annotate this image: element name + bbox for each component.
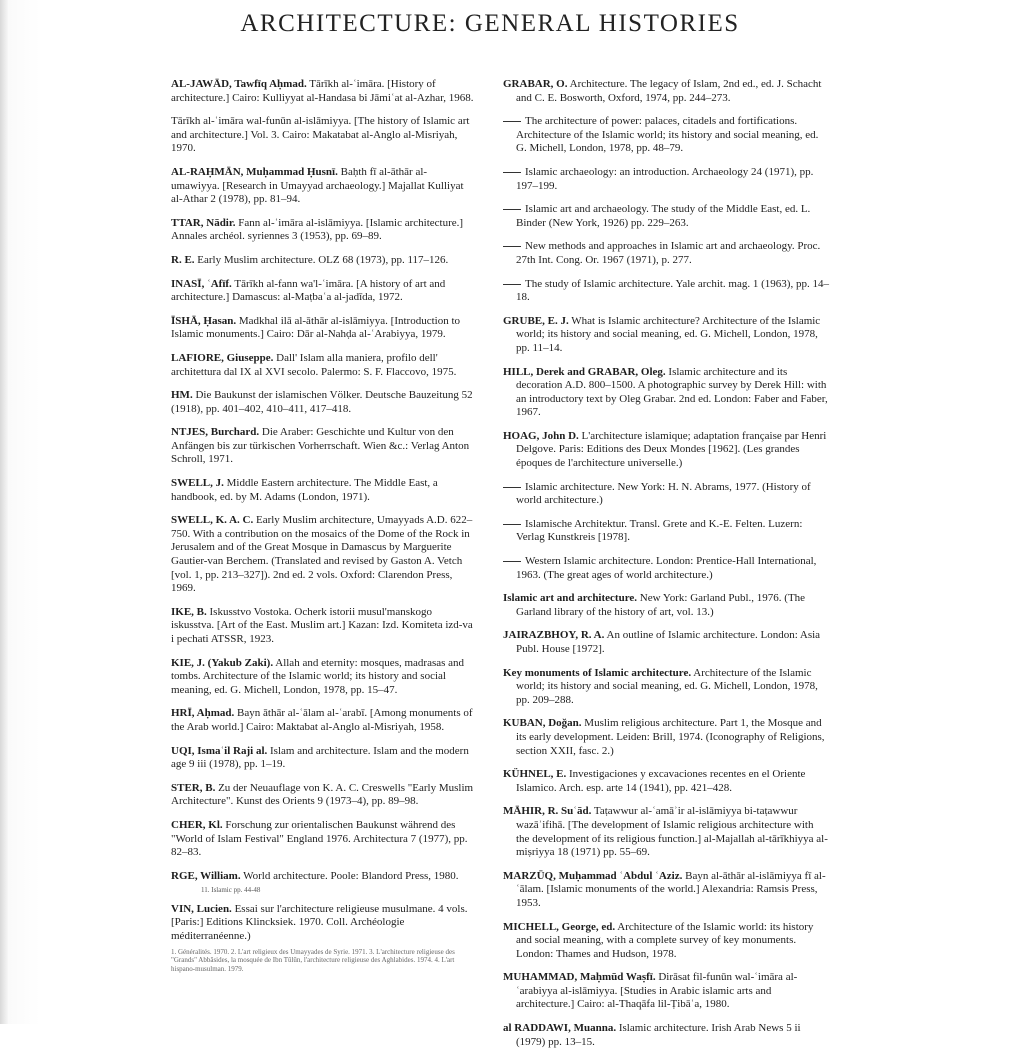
entry-author: RGE, William. bbox=[171, 869, 241, 882]
bibliography-entry bbox=[171, 426, 474, 467]
bibliography-entry bbox=[171, 389, 474, 416]
repeat-author-dash bbox=[503, 121, 521, 122]
bibliography-entry bbox=[171, 707, 474, 734]
bibliography-entry bbox=[171, 745, 474, 772]
entry-author: HRĪ, Aḥmad. bbox=[171, 707, 235, 720]
entry-author: LAFIORE, Giuseppe. bbox=[171, 351, 274, 364]
left-column bbox=[171, 78, 474, 980]
entry-author: MARZŪQ, Muḥammad ʿAbdul ʿAziz. bbox=[503, 869, 683, 882]
entry-author: UQI, Ismaʿil Raji al. bbox=[171, 744, 268, 757]
repeat-author-dash bbox=[503, 209, 521, 210]
entry-author: Islamic art and architecture. bbox=[503, 592, 638, 605]
right-column bbox=[503, 78, 829, 1059]
bibliography-entry bbox=[503, 971, 829, 1012]
repeat-author-dash bbox=[503, 524, 521, 525]
entry-text: Die Araber: Geschichte und Kultur von den Anfängen bis zur türkischen Vorherrschaft. Wien &c.: Verlag Anton Schroll, 1971. bbox=[171, 426, 470, 466]
bibliography-entry bbox=[171, 477, 474, 504]
entry-text: What is Islamic architecture? Architecture of the Islamic world; its history and social meaning, ed. G. Michell, London, 1978, pp. 11–14. bbox=[516, 314, 821, 354]
bibliography-entry bbox=[503, 518, 829, 545]
entry-author: SWELL, J. bbox=[171, 477, 224, 490]
bibliography-entry bbox=[171, 657, 474, 698]
entry-text: World architecture. Poole: Blandord Press, 1980. bbox=[243, 869, 459, 882]
bibliography-entry bbox=[171, 278, 474, 305]
entry-author: INASĪ, ʿAfīf. bbox=[171, 277, 232, 290]
repeat-author-dash bbox=[503, 172, 521, 173]
bibliography-entry bbox=[503, 166, 829, 193]
entry-text: Western Islamic architecture. London: Prentice-Hall International, 1963. (The great ages of world architecture.) bbox=[516, 555, 817, 581]
entry-text: Islamic architecture and its decoration A.D. 800–1500. A photographic survey by Derek Hill: with an introductory text by Oleg Grabar. 2nd ed. London: Faber and Faber, 1967. bbox=[516, 365, 828, 419]
entry-text: Dirāsat fil-funūn wal-ʿimāra al-ʿarabiyya al-islāmiyya. [Studies in Arabic islamic arts and architecture.] Cairo: al-Thaqāfa lil-Ṭibāʿa, 1980. bbox=[516, 971, 798, 1011]
entry-author: VIN, Lucien. bbox=[171, 902, 232, 915]
entry-note: 11. Islamic pp. 44-48 bbox=[201, 886, 261, 895]
repeat-author-dash bbox=[503, 561, 521, 562]
entry-text: Tārīkh al-ʿimāra wal-funūn al-islāmiyya. [The history of Islamic art and architecture.] Vol. 3. Cairo: Makatabat al-Anglo al-Misriyah, 1970. bbox=[171, 115, 470, 155]
page-gutter bbox=[0, 0, 8, 1024]
entry-author: MUHAMMAD, Maḥmūd Waṣfī. bbox=[503, 971, 656, 984]
bibliography-entry bbox=[171, 166, 474, 207]
entry-text: Muslim religious architecture. Part 1, the Mosque and its early development. Leiden: Brill, 1974. (Iconography of Religions, section XXII, fasc. 2.) bbox=[516, 717, 825, 757]
entry-text: Early Muslim architecture. OLZ 68 (1973), pp. 117–126. bbox=[197, 253, 449, 266]
entry-author: CHER, Kl. bbox=[171, 818, 223, 831]
entry-text: Taṭawwur al-ʿamāʾir al-islāmiyya bi-taṭawwur wazāʾifihā. [The development of Islamic religious architecture with the development of its religious function.] al-Majallah al-tārīkhiyya al-miṣriyya 18 (1971) pp. 55–69. bbox=[516, 805, 828, 859]
bibliography-entry bbox=[503, 805, 829, 859]
entry-text: The architecture of power: palaces, citadels and fortifications. Architecture of the Islamic world; its history and social meaning, ed. G. Michell, London, 1978, pp. 48–79. bbox=[516, 115, 819, 155]
entry-text: New York: Garland Publ., 1976. (The Garland library of the history of art, vol. 13.) bbox=[516, 592, 806, 618]
entry-author: AL-RAḤMĀN, Muḥammad Ḥusnī. bbox=[171, 165, 338, 178]
entry-author: KIE, J. (Yakub Zaki). bbox=[171, 656, 274, 669]
entry-text: Islamic archaeology: an introduction. Archaeology 24 (1971), pp. 197–199. bbox=[516, 165, 814, 192]
entry-text: Architecture of the Islamic world: its history and social meaning, with a complete survey of key monuments. London: Thames and Hudson, 1978. bbox=[516, 920, 814, 960]
bibliography-entry bbox=[171, 254, 474, 268]
entry-author: KÜHNEL, E. bbox=[503, 768, 567, 781]
entry-author: KUBAN, Doğan. bbox=[503, 717, 582, 730]
bibliography-entry bbox=[503, 115, 829, 156]
bibliography-entry bbox=[503, 366, 829, 420]
repeat-author-dash bbox=[503, 246, 521, 247]
entry-author: GRABAR, O. bbox=[503, 78, 568, 90]
entry-text: Fann al-ʿimāra al-islāmiyya. [Islamic architecture.] Annales archéol. syriennes 3 (1953), pp. 69–89. bbox=[171, 216, 464, 243]
entry-text: The study of Islamic architecture. Yale archit. mag. 1 (1963), pp. 14–18. bbox=[516, 277, 829, 304]
entry-author: MĀHIR, R. Suʿād. bbox=[503, 805, 592, 818]
entry-text: Islamic architecture. Irish Arab News 5 ii (1979) pp. 13–15. bbox=[516, 1022, 801, 1048]
entry-author: TTAR, Nādir. bbox=[171, 216, 236, 229]
entry-text: L'architecture islamique; adaptation française par Henri Delgove. Paris: Editions des Deux Mondes [1962]. (Les grandes époques de l'architecture universelle.) bbox=[516, 429, 827, 470]
bibliography-entry bbox=[171, 514, 474, 596]
entry-text: Islamische Architektur. Transl. Grete and K.-E. Felten. Luzern: Verlag Kunstkreis [1978]. bbox=[516, 517, 803, 544]
bibliography-entry bbox=[503, 278, 829, 305]
bibliography-entry bbox=[503, 315, 829, 356]
bibliography-entry bbox=[171, 870, 474, 884]
entry-text: Investigaciones y excavaciones recentes en el Oriente Islamico. Arch. esp. arte 14 (1941), pp. 421–428. bbox=[516, 768, 806, 794]
entry-author: NTJES, Burchard. bbox=[171, 426, 260, 439]
page-title: ARCHITECTURE: GENERAL HISTORIES bbox=[240, 10, 740, 37]
bibliography-entry bbox=[503, 667, 829, 708]
entry-author: AL-JAWĀD, Tawfīq Aḥmad. bbox=[171, 78, 307, 90]
entry-text: Bayn āthār al-ʿālam al-ʿarabī. [Among monuments of the Arab world.] Cairo: Maktabat al-Anglo al-Misriyah, 1958. bbox=[171, 707, 473, 733]
entry-author: SWELL, K. A. C. bbox=[171, 514, 254, 527]
entry-author: HM. bbox=[171, 389, 193, 402]
bibliography-entry bbox=[503, 717, 829, 758]
entry-author: ĪSHĀ, Ḥasan. bbox=[171, 314, 237, 327]
bibliography-entry bbox=[503, 629, 829, 656]
bibliography-entry bbox=[171, 352, 474, 379]
entry-text: Essai sur l'architecture religieuse musulmane. 4 vols. [Paris:] Editions Klincksiek. 1970. Coll. Archéologie méditerranéenne.) bbox=[171, 902, 468, 942]
bibliography-entry bbox=[503, 555, 829, 582]
bibliography-entry bbox=[503, 592, 829, 619]
entry-text: Baḥth fī al-āthār al-umawiyya. [Research in Umayyad archaeology.] Majallat Kulliyat al-Athar 2 (1978), pp. 81–94. bbox=[171, 165, 464, 206]
entry-text: Tārīkh al-ʿimāra. [History of architecture.] Cairo: Kulliyyat al-Handasa bi Jāmiʿat al-Azhar, 1968. bbox=[171, 78, 474, 104]
bibliography-entry bbox=[503, 1022, 829, 1049]
entry-text: Allah and eternity: mosques, madrasas and tombs. Architecture of the Islamic world; its history and social meaning, ed. G. Michell, London, 1978, pp. 15–47. bbox=[171, 656, 465, 696]
bibliography-entry bbox=[171, 78, 474, 105]
bibliography-entry bbox=[503, 481, 829, 508]
entry-text: Dall' Islam alla maniera, profilo dell' architettura dal IX al XVI secolo. Palermo: S. F. Flaccovo, 1975. bbox=[171, 351, 457, 378]
bibliography-entry bbox=[503, 921, 829, 962]
entry-text: Bayn al-āthār al-islāmiyya fī al-ʿālam. [Islamic monuments of the world.] Alexandria: Ramsis Press, 1953. bbox=[516, 869, 826, 909]
bibliography-entry bbox=[171, 115, 474, 156]
bibliography-entry bbox=[503, 78, 829, 105]
bibliography-entry bbox=[171, 217, 474, 244]
entry-author: HOAG, John D. bbox=[503, 429, 579, 442]
entry-author: STER, B. bbox=[171, 781, 216, 794]
entry-text: Islamic architecture. New York: H. N. Abrams, 1977. (History of world architecture.) bbox=[516, 480, 811, 507]
bibliography-entry bbox=[503, 768, 829, 795]
entry-text: Madkhal ilā al-āthār al-islāmiyya. [Introduction to Islamic monuments.] Cairo: Dār al-Nahḍa al-ʿArabiyya, 1979. bbox=[171, 314, 461, 341]
entry-text: Tārīkh al-fann wa'l-ʿimāra. [A history of art and architecture.] Damascus: al-Maṭbaʿa al-jadīda, 1972. bbox=[171, 277, 446, 304]
entry-author: al RADDAWI, Muanna. bbox=[503, 1022, 617, 1035]
entry-text: New methods and approaches in Islamic art and archaeology. Proc. 27th Int. Cong. Or. 1967 (1971), p. 277. bbox=[516, 240, 821, 266]
entry-author: Key monuments of Islamic architecture. bbox=[503, 666, 692, 679]
bibliography-entry bbox=[171, 903, 474, 944]
repeat-author-dash bbox=[503, 487, 521, 488]
repeat-author-dash bbox=[503, 284, 521, 285]
entry-text: Forschung zur orientalischen Baukunst während des "World of Islam Festival" England 1976. Architectura 7 (1977), pp. 82–83. bbox=[171, 818, 468, 859]
entry-text: Iskusstvo Vostoka. Ocherk istorii musul'manskogo iskusstva. [Art of the East. Muslim art.] Kazan: Izd. Komiteta izd-va i pechati ATSSR, 1923. bbox=[171, 605, 473, 645]
bibliography-entry bbox=[171, 782, 474, 809]
entry-text: Architecture of the Islamic world; its history and social meaning, ed. G. Michell, London, 1978, pp. 209–288. bbox=[516, 666, 818, 706]
entry-text: An outline of Islamic architecture. London: Asia Publ. House [1972]. bbox=[516, 629, 821, 655]
bibliography-entry bbox=[503, 430, 829, 471]
entry-text: Middle Eastern architecture. The Middle East, a handbook, ed. by M. Adams (London, 1971). bbox=[171, 477, 438, 503]
entry-text: Early Muslim architecture, Umayyads A.D. 622–750. With a contribution on the mosaics of the Dome of the Rock in Jerusalem and of the Great Mosque in Damascus by Marguerite Gautier-van Berchem. (Translated and revised by Gaston A. Vetch [vol. 1, pp. 213–327]). 2nd ed. 2 vols. Oxford: Clarendon Press, 1969. bbox=[171, 514, 473, 595]
entry-text: Islam and architecture. Islam and the modern age 9 iii (1978), pp. 1–19. bbox=[171, 744, 469, 771]
entry-text: Islamic art and archaeology. The study of the Middle East, ed. L. Binder (New York, 1926) pp. 229–263. bbox=[516, 203, 811, 229]
entry-footnote: 1. Généralités. 1970. 2. L'art religieux des Umayyades de Syrie. 1971. 3. L'architecture religieuse des "Grands" Abbāsides, la mosquée de Ibn Tūlūn, l'architecture religieuse des Aghlabides. 1974. 4. L'art hispano-musulman. 1979. bbox=[171, 947, 455, 973]
entry-text: Architecture. The legacy of Islam, 2nd ed., ed. J. Schacht and C. E. Bosworth, Oxford, 1974, pp. 244–273. bbox=[516, 78, 822, 104]
entry-author: MICHELL, George, ed. bbox=[503, 920, 616, 933]
entry-author: IKE, B. bbox=[171, 605, 207, 618]
bibliography-entry bbox=[171, 819, 474, 860]
bibliography-entry bbox=[503, 870, 829, 911]
bibliography-entry bbox=[503, 203, 829, 230]
entry-author: HILL, Derek and GRABAR, Oleg. bbox=[503, 365, 666, 378]
bibliography-entry bbox=[503, 240, 829, 267]
entry-text: Die Baukunst der islamischen Völker. Deutsche Bauzeitung 52 (1918), pp. 401–402, 410–411, 417–418. bbox=[171, 389, 473, 415]
entry-author: JAIRAZBHOY, R. A. bbox=[503, 629, 605, 642]
bibliography-entry bbox=[171, 315, 474, 342]
entry-text: Zu der Neuauflage von K. A. C. Creswells "Early Muslim Architecture". Kunst des Orients 9 (1973–4), pp. 89–98. bbox=[171, 781, 474, 808]
bibliography-entry bbox=[171, 606, 474, 647]
entry-author: GRUBE, E. J. bbox=[503, 314, 569, 327]
entry-author: R. E. bbox=[171, 253, 195, 266]
